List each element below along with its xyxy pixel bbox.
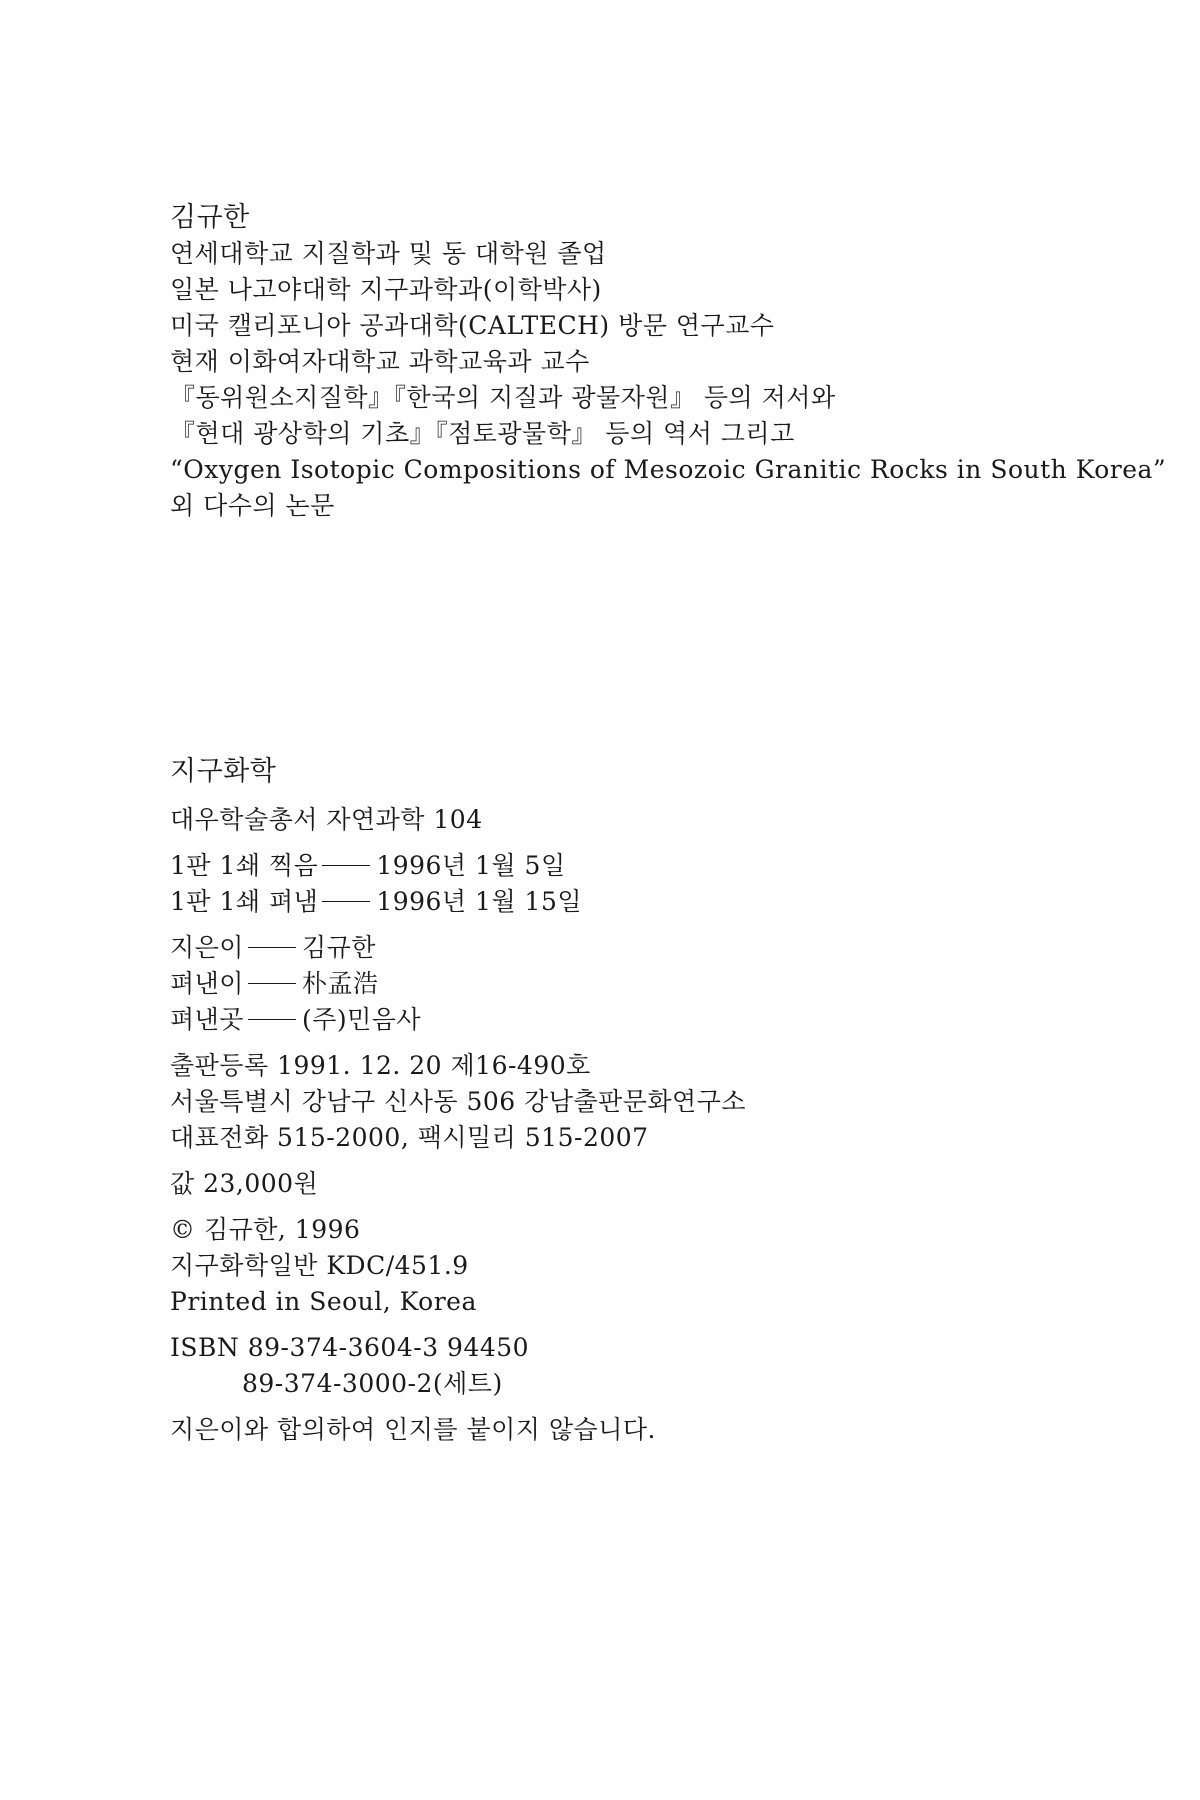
bio-line: “Oxygen Isotopic Compositions of Mesozoic Granitic Rocks in South Korea” xyxy=(170,455,1167,484)
colophon xyxy=(170,752,746,1448)
stamp-notice: 지은이와 합의하여 인지를 붙이지 않습니다. xyxy=(170,1415,656,1444)
credit-press-row xyxy=(170,1002,746,1038)
phone-line: 대표전화 515-2000, 팩시밀리 515-2007 xyxy=(170,1123,649,1152)
copyright-line: © 김규한, 1996 xyxy=(170,1215,361,1244)
dash-line xyxy=(322,865,370,866)
credit-press-label: 펴낸곳 xyxy=(170,1005,244,1034)
bio-line: 외 다수의 논문 xyxy=(170,491,335,520)
credits xyxy=(170,930,746,1038)
printed-in-line: Printed in Seoul, Korea xyxy=(170,1287,477,1316)
isbn-set-line: 89-374-3000-2(세트) xyxy=(242,1369,503,1398)
bio-line: 미국 캘리포니아 공과대학(CALTECH) 방문 연구교수 xyxy=(170,311,775,340)
credit-author-value: 김규한 xyxy=(301,933,376,962)
print-date: 1996년 1월 5일 xyxy=(376,851,566,880)
classification-line: 지구화학일반 KDC/451.9 xyxy=(170,1251,469,1280)
credit-publisher-value: 朴孟浩 xyxy=(301,969,379,998)
bio-line: 현재 이화여자대학교 과학교육과 교수 xyxy=(170,347,590,376)
credit-publisher-label: 펴낸이 xyxy=(170,969,244,998)
registration xyxy=(170,1048,746,1156)
bio-line: 『동위원소지질학』『한국의 지질과 광물자원』 등의 저서와 xyxy=(170,383,836,412)
printing-info xyxy=(170,848,746,920)
dash-line xyxy=(248,947,296,948)
dash-line xyxy=(322,901,370,902)
isbn xyxy=(170,1330,746,1402)
price: 값 23,000원 xyxy=(170,1169,319,1198)
bio-line: 『현대 광상학의 기초』『점토광물학』 등의 역서 그리고 xyxy=(170,419,795,448)
print-date-row xyxy=(170,848,746,884)
credit-author-row xyxy=(170,930,746,966)
book-title: 지구화학 xyxy=(170,756,277,787)
print-label: 1판 1쇄 찍음 xyxy=(170,851,319,880)
publish-date-row xyxy=(170,884,746,920)
address-line: 서울특별시 강남구 신사동 506 강남출판문화연구소 xyxy=(170,1087,747,1116)
isbn-line: ISBN 89-374-3604-3 94450 xyxy=(170,1333,530,1362)
dash-line xyxy=(248,1019,296,1020)
dash-line xyxy=(248,983,296,984)
bio-line: 연세대학교 지질학과 및 동 대학원 졸업 xyxy=(170,239,607,268)
publish-date: 1996년 1월 15일 xyxy=(376,887,582,916)
credit-press-value: (주)민음사 xyxy=(301,1005,422,1034)
author-bio xyxy=(170,200,1166,524)
bio-line: 일본 나고야대학 지구과학과(이학박사) xyxy=(170,275,602,304)
credit-author-label: 지은이 xyxy=(170,933,244,962)
publish-label: 1판 1쇄 펴냄 xyxy=(170,887,319,916)
author-name: 김규한 xyxy=(170,202,250,233)
copyright xyxy=(170,1212,746,1320)
registration-line: 출판등록 1991. 12. 20 제16-490호 xyxy=(170,1051,591,1080)
author-bio-lines xyxy=(170,236,1166,524)
book-series: 대우학술총서 자연과학 104 xyxy=(170,805,483,834)
credit-publisher-row xyxy=(170,966,746,1002)
